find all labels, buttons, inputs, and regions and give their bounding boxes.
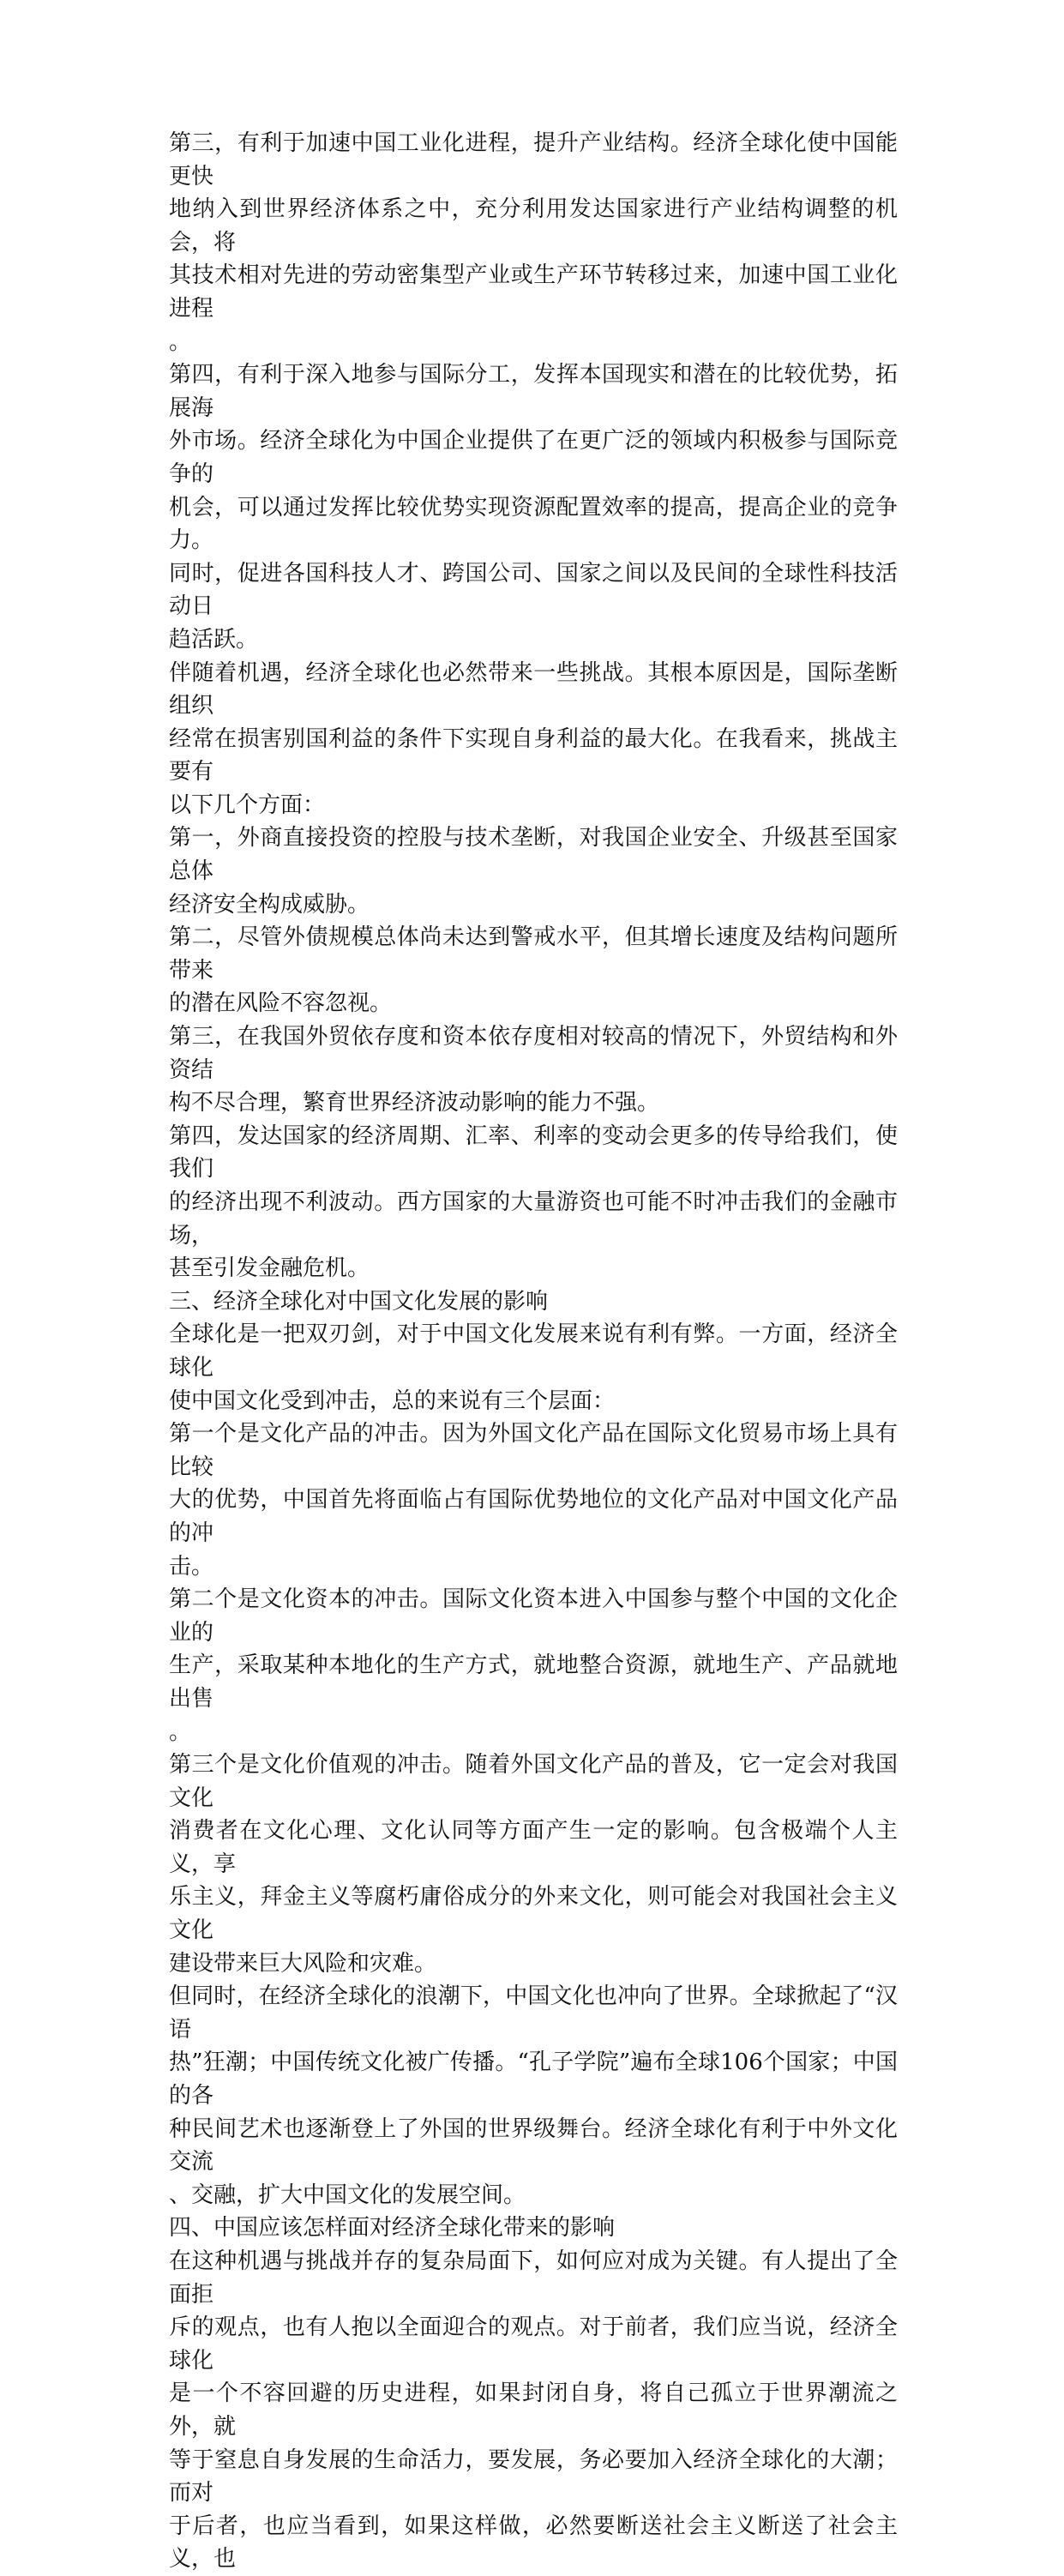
paragraph-response: 在这种机遇与挑战并存的复杂局面下，如何应对成为关键。有人提出了全面拒 斥的观点，也有人抱以全面迎合的观点。对于前者，我们应当说，经济全球化 是一个不容回避的历史进程，如果封闭自身，将自己孤立于世界潮流之外，就 等于窒息自身发展的生命活力，要发展，务必要加入经济全球化的大潮；而对 于后者，也应当看到，如果这样做，必然要断送社会主义断送了社会主义，也 [169,2248,898,2573]
paragraph-culture-to-world: 但同时，在经济全球化的浪潮下，中国文化也冲向了世界。全球掀起了“汉语 热”狂潮；中国传统文化被广传播。“孔子学院”遍布全球106个国家；中国的各 种民间艺术也逐渐登上了外国的世界级舞台。经济全球化有利于中外文化交流 、交融，扩大中国文化的发展空间。 [169,1983,898,2208]
section-heading-response: 四、中国应该怎样面对经济全球化带来的影响 [169,2215,616,2242]
paragraph-cultural-products: 第一个是文化产品的冲击。因为外国文化产品在国际文化贸易市场上具有比较 大的优势，中国首先将面临占有国际优势地位的文化产品对中国文化产品的冲 击。 [169,1421,898,1580]
section-heading-culture: 三、经济全球化对中国文化发展的影响 [169,1288,549,1315]
paragraph-cultural-capital: 第二个是文化资本的冲击。国际文化资本进入中国参与整个中国的文化企业的 生产，采取某种本地化的生产方式，就地整合资源，就地生产、产品就地出售 。 [169,1586,898,1745]
paragraph-challenge-3: 第三，在我国外贸依存度和资本依存度相对较高的情况下，外贸结构和外资结 构不尽合理，繁育世界经济波动影响的能力不强。 [169,1024,898,1116]
paragraph-industrialization: 第三，有利于加速中国工业化进程，提升产业结构。经济全球化使中国能更快 地纳入到世界经济体系之中，充分利用发达国家进行产业结构调整的机会，将 其技术相对先进的劳动密集型产业或生产环节转移过来，加速中国工业化进程 。 [169,130,898,355]
paragraph-challenges-intro: 伴随着机遇，经济全球化也必然带来一些挑战。其根本原因是，国际垄断组织 经常在损害别国利益的条件下实现自身利益的最大化。在我看来，挑战主要有 以下几个方面： [169,659,898,818]
paragraph-double-edged-sword: 全球化是一把双刃剑，对于中国文化发展来说有利有弊。一方面，经济全球化 使中国文化受到冲击，总的来说有三个层面： [169,1321,898,1414]
paragraph-challenge-1: 第一，外商直接投资的控股与技术垄断，对我国企业安全、升级甚至国家总体 经济安全构成威胁。 [169,825,898,918]
paragraph-international-division: 第四，有利于深入地参与国际分工，发挥本国现实和潜在的比较优势，拓展海 外市场。经济全球化为中国企业提供了在更广泛的领域内积极参与国际竞争的 机会，可以通过发挥比较优势实现资源配置效率的提高，提高企业的竞争力。 同时，促进各国科技人才、跨国公司、国家之间以及民间的全球性科技活动日 趋活跃。 [169,362,898,653]
document-body [169,127,898,2576]
paragraph-cultural-values: 第三个是文化价值观的冲击。随着外国文化产品的普及，它一定会对我国文化 消费者在文化心理、文化认同等方面产生一定的影响。包含极端个人主义，享 乐主义，拜金主义等腐朽庸俗成分的外来文化，则可能会对我国社会主义文化 建设带来巨大风险和灾难。 [169,1752,898,1977]
paragraph-challenge-4: 第四，发达国家的经济周期、汇率、利率的变动会更多的传导给我们，使我们 的经济出现不利波动。西方国家的大量游资也可能不时冲击我们的金融市场， 甚至引发金融危机。 [169,1122,898,1282]
paragraph-challenge-2: 第二，尽管外债规模总体尚未达到警戒水平，但其增长速度及结构问题所带来 的潜在风险不容忽视。 [169,924,898,1017]
